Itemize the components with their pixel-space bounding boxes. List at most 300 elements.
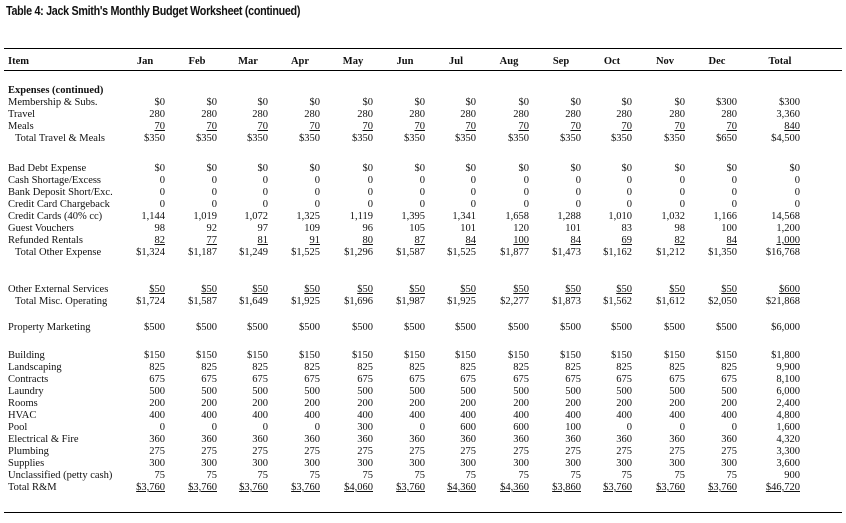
row-value: 400 xyxy=(460,410,476,421)
row-value: 300 xyxy=(513,458,529,469)
row-value: 1,000 xyxy=(776,235,800,246)
row-value: 280 xyxy=(252,109,268,120)
header-nov: Nov xyxy=(655,56,675,67)
row-label: HVAC xyxy=(8,410,37,421)
row-value: 70 xyxy=(518,121,529,132)
row-value: 77 xyxy=(206,235,217,246)
row-value: 0 xyxy=(211,199,217,210)
row-value: $1,612 xyxy=(656,296,685,307)
row-value: 0 xyxy=(523,199,529,210)
bottom-rule xyxy=(4,512,842,513)
row-value: 1,019 xyxy=(193,211,217,222)
row-value: $1,296 xyxy=(344,247,373,258)
table-row xyxy=(0,470,846,481)
row-value: $0 xyxy=(154,97,165,108)
row-value: 0 xyxy=(211,422,217,433)
row-value: $0 xyxy=(154,163,165,174)
row-value: 1,144 xyxy=(141,211,165,222)
row-value: $50 xyxy=(304,284,320,295)
row-value: $350 xyxy=(299,133,320,144)
row-value: $500 xyxy=(508,322,529,333)
row-value: 0 xyxy=(159,175,165,186)
row-value: 360 xyxy=(565,434,581,445)
row-value: 1,010 xyxy=(608,211,632,222)
row-value: 500 xyxy=(357,386,373,397)
row-value: $150 xyxy=(144,350,165,361)
row-value: 14,568 xyxy=(771,211,800,222)
row-value: 70 xyxy=(726,121,737,132)
row-value: 70 xyxy=(206,121,217,132)
row-value: 0 xyxy=(731,199,737,210)
row-value: 0 xyxy=(314,175,320,186)
row-value: 280 xyxy=(201,109,217,120)
row-value: 1,325 xyxy=(296,211,320,222)
row-value: 1,658 xyxy=(505,211,529,222)
row-value: $2,050 xyxy=(708,296,737,307)
table-row xyxy=(0,322,846,333)
row-value: 675 xyxy=(669,374,685,385)
row-value: $1,873 xyxy=(552,296,581,307)
row-value: $3,860 xyxy=(552,482,581,493)
row-value: 825 xyxy=(565,362,581,373)
top-rule xyxy=(4,48,842,49)
row-value: 360 xyxy=(409,434,425,445)
row-value: $1,649 xyxy=(239,296,268,307)
row-value: 825 xyxy=(201,362,217,373)
header-jul: Jul xyxy=(448,56,463,67)
row-value: 98 xyxy=(674,223,685,234)
row-value: $1,473 xyxy=(552,247,581,258)
table-row xyxy=(0,422,846,433)
row-value: 0 xyxy=(731,175,737,186)
row-value: 200 xyxy=(565,398,581,409)
row-value: 360 xyxy=(721,434,737,445)
row-value: 0 xyxy=(367,187,373,198)
row-value: 280 xyxy=(460,109,476,120)
table-row xyxy=(0,247,846,258)
row-value: 825 xyxy=(409,362,425,373)
row-value: 675 xyxy=(513,374,529,385)
row-label: Bad Debt Expense xyxy=(8,163,87,174)
row-value: 360 xyxy=(149,434,165,445)
row-value: 300 xyxy=(201,458,217,469)
header-aug: Aug xyxy=(499,56,519,67)
row-value: 675 xyxy=(460,374,476,385)
row-value: 200 xyxy=(357,398,373,409)
row-label: Bank Deposit Short/Exc. xyxy=(8,187,113,198)
row-value: 300 xyxy=(565,458,581,469)
row-label: Supplies xyxy=(8,458,45,469)
row-label: Total R&M xyxy=(8,482,57,493)
row-value: $150 xyxy=(611,350,632,361)
row-value: 84 xyxy=(570,235,581,246)
row-value: 70 xyxy=(362,121,373,132)
row-value: 280 xyxy=(721,109,737,120)
row-value: 0 xyxy=(575,187,581,198)
row-value: $0 xyxy=(362,163,373,174)
row-value: $0 xyxy=(621,163,632,174)
row-value: 825 xyxy=(721,362,737,373)
row-value: $1,724 xyxy=(136,296,165,307)
row-value: 360 xyxy=(616,434,632,445)
row-value: 200 xyxy=(513,398,529,409)
row-value: 8,100 xyxy=(776,374,800,385)
table-row xyxy=(0,223,846,234)
row-value: 100 xyxy=(513,235,529,246)
row-value: 675 xyxy=(409,374,425,385)
row-value: 0 xyxy=(159,199,165,210)
row-value: 500 xyxy=(252,386,268,397)
row-value: 1,119 xyxy=(349,211,373,222)
row-value: $350 xyxy=(404,133,425,144)
table-row xyxy=(0,410,846,421)
header-row xyxy=(0,56,846,67)
row-value: $4,360 xyxy=(500,482,529,493)
table-row xyxy=(0,374,846,385)
row-label: Membership & Subs. xyxy=(8,97,98,108)
row-value: $500 xyxy=(352,322,373,333)
row-value: 75 xyxy=(726,470,737,481)
row-value: 0 xyxy=(575,199,581,210)
row-value: $1,696 xyxy=(344,296,373,307)
row-value: $500 xyxy=(144,322,165,333)
row-value: 97 xyxy=(257,223,268,234)
table-row xyxy=(0,398,846,409)
row-value: $150 xyxy=(247,350,268,361)
row-value: $150 xyxy=(560,350,581,361)
row-value: $500 xyxy=(560,322,581,333)
row-value: 300 xyxy=(149,458,165,469)
row-value: $150 xyxy=(404,350,425,361)
row-value: $1,562 xyxy=(603,296,632,307)
row-value: $0 xyxy=(257,97,268,108)
row-value: $6,000 xyxy=(771,322,800,333)
row-value: $0 xyxy=(621,97,632,108)
row-label: Total Misc. Operating xyxy=(15,296,108,307)
row-value: $50 xyxy=(513,284,529,295)
table-row xyxy=(0,284,846,295)
row-value: 105 xyxy=(409,223,425,234)
row-value: 70 xyxy=(621,121,632,132)
row-value: $350 xyxy=(611,133,632,144)
row-value: 280 xyxy=(149,109,165,120)
header-jun: Jun xyxy=(396,56,414,67)
row-value: 500 xyxy=(304,386,320,397)
row-value: 300 xyxy=(252,458,268,469)
row-value: 360 xyxy=(669,434,685,445)
row-value: 0 xyxy=(314,199,320,210)
row-value: $350 xyxy=(560,133,581,144)
row-value: 825 xyxy=(149,362,165,373)
row-value: $50 xyxy=(460,284,476,295)
row-value: $0 xyxy=(465,97,476,108)
row-value: 75 xyxy=(362,470,373,481)
table-row xyxy=(0,109,846,120)
row-value: $50 xyxy=(721,284,737,295)
row-value: 0 xyxy=(367,199,373,210)
row-value: 500 xyxy=(616,386,632,397)
header-jan: Jan xyxy=(136,56,154,67)
row-value: 275 xyxy=(513,446,529,457)
row-label: Total Travel & Meals xyxy=(15,133,105,144)
row-value: $500 xyxy=(611,322,632,333)
row-value: 6,000 xyxy=(776,386,800,397)
row-value: $1,987 xyxy=(396,296,425,307)
row-value: 70 xyxy=(309,121,320,132)
row-value: $300 xyxy=(779,97,800,108)
row-value: $1,212 xyxy=(656,247,685,258)
row-value: 200 xyxy=(201,398,217,409)
row-value: 275 xyxy=(721,446,737,457)
row-value: 0 xyxy=(419,422,425,433)
row-value: $1,525 xyxy=(447,247,476,258)
row-label: Total Other Expense xyxy=(15,247,102,258)
row-value: 500 xyxy=(513,386,529,397)
row-value: 500 xyxy=(201,386,217,397)
row-value: $16,768 xyxy=(765,247,800,258)
row-value: 200 xyxy=(252,398,268,409)
row-value: $0 xyxy=(206,97,217,108)
row-value: $3,760 xyxy=(656,482,685,493)
row-value: 0 xyxy=(211,187,217,198)
row-value: 75 xyxy=(154,470,165,481)
row-value: 0 xyxy=(794,187,800,198)
row-value: 400 xyxy=(669,410,685,421)
row-label: Property Marketing xyxy=(8,322,91,333)
row-value: 100 xyxy=(721,223,737,234)
row-value: 0 xyxy=(523,187,529,198)
header-oct: Oct xyxy=(603,56,621,67)
row-label: Rooms xyxy=(8,398,38,409)
row-value: $3,760 xyxy=(136,482,165,493)
row-label: Credit Cards (40% cc) xyxy=(8,211,103,222)
row-value: $4,500 xyxy=(771,133,800,144)
row-value: $1,587 xyxy=(188,296,217,307)
row-value: 82 xyxy=(154,235,165,246)
row-value: $150 xyxy=(716,350,737,361)
row-value: 69 xyxy=(621,235,632,246)
row-value: 0 xyxy=(262,187,268,198)
row-value: 200 xyxy=(409,398,425,409)
row-value: $1,800 xyxy=(771,350,800,361)
row-value: $150 xyxy=(352,350,373,361)
row-value: 75 xyxy=(465,470,476,481)
row-value: 0 xyxy=(367,175,373,186)
row-value: $0 xyxy=(570,97,581,108)
row-value: 825 xyxy=(669,362,685,373)
row-value: $0 xyxy=(362,97,373,108)
row-value: $650 xyxy=(716,133,737,144)
row-label: Landscaping xyxy=(8,362,62,373)
row-label: Cash Shortage/Excess xyxy=(8,175,102,186)
row-value: $500 xyxy=(664,322,685,333)
row-value: 400 xyxy=(357,410,373,421)
row-value: 280 xyxy=(304,109,320,120)
row-label: Laundry xyxy=(8,386,44,397)
row-value: 81 xyxy=(257,235,268,246)
table-row xyxy=(0,121,846,132)
row-value: 75 xyxy=(414,470,425,481)
section-row xyxy=(0,85,846,96)
row-value: 825 xyxy=(252,362,268,373)
row-label: Meals xyxy=(8,121,34,132)
row-value: 1,288 xyxy=(557,211,581,222)
row-value: 70 xyxy=(154,121,165,132)
row-value: 675 xyxy=(201,374,217,385)
row-value: $500 xyxy=(455,322,476,333)
row-value: 91 xyxy=(309,235,320,246)
row-label: Contracts xyxy=(8,374,49,385)
row-value: 0 xyxy=(626,187,632,198)
row-value: $50 xyxy=(252,284,268,295)
row-value: 1,200 xyxy=(776,223,800,234)
row-value: $500 xyxy=(196,322,217,333)
row-value: $3,760 xyxy=(291,482,320,493)
row-value: 825 xyxy=(616,362,632,373)
row-value: $3,760 xyxy=(603,482,632,493)
row-value: 0 xyxy=(731,422,737,433)
row-value: 4,320 xyxy=(776,434,800,445)
row-value: 87 xyxy=(414,235,425,246)
table-row xyxy=(0,163,846,174)
row-value: 200 xyxy=(616,398,632,409)
row-value: $3,760 xyxy=(708,482,737,493)
row-value: $0 xyxy=(518,163,529,174)
row-value: $300 xyxy=(716,97,737,108)
section-label: Expenses (continued) xyxy=(8,85,104,96)
row-value: 0 xyxy=(470,187,476,198)
row-value: $3,760 xyxy=(188,482,217,493)
row-value: 75 xyxy=(621,470,632,481)
row-value: $1,525 xyxy=(291,247,320,258)
row-value: 0 xyxy=(262,199,268,210)
row-label: Travel xyxy=(8,109,36,120)
row-value: $350 xyxy=(455,133,476,144)
row-value: 0 xyxy=(679,187,685,198)
row-value: 75 xyxy=(674,470,685,481)
row-value: 300 xyxy=(616,458,632,469)
row-value: 360 xyxy=(460,434,476,445)
row-value: 400 xyxy=(304,410,320,421)
row-value: 500 xyxy=(409,386,425,397)
row-value: 275 xyxy=(357,446,373,457)
row-value: 200 xyxy=(149,398,165,409)
row-value: 275 xyxy=(616,446,632,457)
table-row xyxy=(0,446,846,457)
row-value: 400 xyxy=(565,410,581,421)
row-value: 280 xyxy=(513,109,529,120)
row-value: 500 xyxy=(669,386,685,397)
row-value: $0 xyxy=(674,97,685,108)
header-sep: Sep xyxy=(552,56,570,67)
row-value: 0 xyxy=(262,175,268,186)
row-value: 75 xyxy=(518,470,529,481)
row-value: 1,600 xyxy=(776,422,800,433)
row-value: 120 xyxy=(513,223,529,234)
row-value: 280 xyxy=(409,109,425,120)
row-value: $0 xyxy=(789,163,800,174)
row-value: $350 xyxy=(508,133,529,144)
row-value: 0 xyxy=(419,199,425,210)
row-value: 400 xyxy=(616,410,632,421)
row-value: 98 xyxy=(154,223,165,234)
row-label: Plumbing xyxy=(8,446,49,457)
row-value: $350 xyxy=(196,133,217,144)
row-value: 360 xyxy=(201,434,217,445)
row-value: $1,350 xyxy=(708,247,737,258)
row-value: 70 xyxy=(570,121,581,132)
row-label: Guest Vouchers xyxy=(8,223,74,234)
header-apr: Apr xyxy=(290,56,310,67)
row-value: 0 xyxy=(159,422,165,433)
row-value: 0 xyxy=(794,175,800,186)
table-row xyxy=(0,133,846,144)
row-value: $0 xyxy=(257,163,268,174)
row-value: $350 xyxy=(352,133,373,144)
row-value: 675 xyxy=(304,374,320,385)
row-value: $1,587 xyxy=(396,247,425,258)
row-label: Other External Services xyxy=(8,284,109,295)
row-value: 0 xyxy=(159,187,165,198)
row-value: 300 xyxy=(460,458,476,469)
row-value: 0 xyxy=(314,422,320,433)
row-value: $50 xyxy=(409,284,425,295)
table-row xyxy=(0,458,846,469)
row-value: 275 xyxy=(669,446,685,457)
row-value: 0 xyxy=(679,199,685,210)
row-value: 275 xyxy=(460,446,476,457)
row-value: 400 xyxy=(201,410,217,421)
row-value: 0 xyxy=(626,199,632,210)
row-value: 4,800 xyxy=(776,410,800,421)
table-row xyxy=(0,211,846,222)
row-value: $150 xyxy=(455,350,476,361)
table-row xyxy=(0,362,846,373)
row-value: 360 xyxy=(357,434,373,445)
row-value: 0 xyxy=(314,187,320,198)
row-value: $150 xyxy=(508,350,529,361)
row-value: 280 xyxy=(357,109,373,120)
row-value: $350 xyxy=(247,133,268,144)
row-value: $500 xyxy=(247,322,268,333)
row-value: 0 xyxy=(211,175,217,186)
header-feb: Feb xyxy=(188,56,206,67)
table-row xyxy=(0,175,846,186)
row-value: 825 xyxy=(357,362,373,373)
row-value: $0 xyxy=(309,97,320,108)
row-value: 275 xyxy=(409,446,425,457)
row-value: $350 xyxy=(664,133,685,144)
row-label: Refunded Rentals xyxy=(8,235,83,246)
row-value: 360 xyxy=(252,434,268,445)
row-value: 0 xyxy=(679,422,685,433)
row-value: 400 xyxy=(149,410,165,421)
row-value: 300 xyxy=(304,458,320,469)
row-value: 400 xyxy=(721,410,737,421)
row-label: Credit Card Chargeback xyxy=(8,199,110,210)
row-value: $1,925 xyxy=(447,296,476,307)
row-value: 1,395 xyxy=(401,211,425,222)
row-value: 275 xyxy=(149,446,165,457)
row-value: 400 xyxy=(513,410,529,421)
row-value: 675 xyxy=(252,374,268,385)
row-value: 825 xyxy=(304,362,320,373)
row-value: 280 xyxy=(616,109,632,120)
row-value: 500 xyxy=(721,386,737,397)
row-value: 200 xyxy=(721,398,737,409)
row-value: 70 xyxy=(674,121,685,132)
header-dec: Dec xyxy=(708,56,726,67)
